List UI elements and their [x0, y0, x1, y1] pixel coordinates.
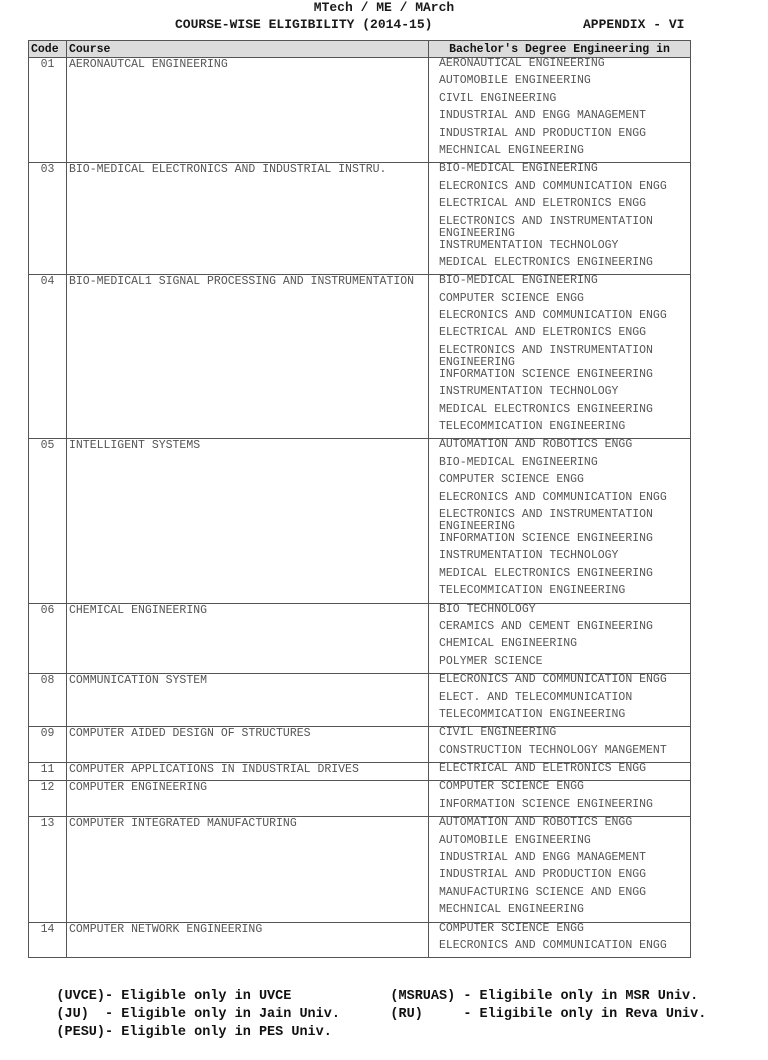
eligible-degree: INSTRUMENTATION TECHNOLOGY	[439, 385, 619, 399]
course-name-cell	[67, 439, 429, 603]
eligible-degree: BIO TECHNOLOGY	[439, 602, 536, 616]
course-code-cell	[29, 58, 67, 163]
course-name: COMMUNICATION SYSTEM	[69, 674, 208, 688]
eligibility-table	[28, 40, 691, 958]
course-name: CHEMICAL ENGINEERING	[69, 603, 208, 617]
course-code: 08	[40, 674, 55, 688]
eligible-degrees-cell	[429, 603, 691, 674]
eligible-degree: ELECTRONICS AND INSTRUMENTATION ENGINEERING	[439, 214, 653, 240]
eligible-degree: CIVIL ENGINEERING	[439, 726, 557, 740]
eligible-degree: ELECTRONICS AND INSTRUMENTATION ENGINEERING	[439, 507, 653, 533]
eligible-degree: ELECRONICS AND COMMUNICATION ENGG	[439, 490, 667, 504]
course-code-cell	[29, 763, 67, 781]
course-code: 11	[40, 763, 55, 777]
course-code-cell	[29, 603, 67, 674]
eligible-degree: CONSTRUCTION TECHNOLOGY MANGEMENT	[439, 743, 667, 757]
course-code: 14	[40, 922, 55, 936]
course-name-cell	[67, 817, 429, 922]
course-name: AERONAUTCAL ENGINEERING	[69, 58, 228, 71]
table-row	[29, 603, 691, 674]
eligible-degree: MANUFACTURING SCIENCE AND ENGG	[439, 885, 647, 899]
eligible-degree: INDUSTRIAL AND PRODUCTION ENGG	[439, 126, 647, 140]
course-code: 01	[40, 58, 55, 71]
eligible-degree: BIO-MEDICAL ENGINEERING	[439, 455, 598, 469]
eligible-degree: COMPUTER SCIENCE ENGG	[439, 291, 584, 305]
course-code: 12	[40, 781, 55, 795]
eligible-degree: INFORMATION SCIENCE ENGINEERING	[439, 531, 653, 545]
course-name: INTELLIGENT SYSTEMS	[69, 439, 201, 453]
eligible-degrees-cell	[429, 58, 691, 163]
table-row	[29, 727, 691, 763]
eligible-degree: COMPUTER SCIENCE ENGG	[439, 780, 584, 794]
eligible-degree: AUTOMOBILE ENGINEERING	[439, 74, 591, 88]
footnote-msruas: (MSRUAS) - Eligibile only in MSR Univ.	[390, 989, 699, 1004]
document-subtitle: COURSE-WISE ELIGIBILITY (2014-15)	[175, 17, 433, 32]
eligible-degree: POLYMER SCIENCE	[439, 654, 543, 668]
course-code: 13	[40, 817, 55, 831]
eligible-degree: TELECOMMICATION ENGINEERING	[439, 420, 626, 434]
eligible-degree: INDUSTRIAL AND PRODUCTION ENGG	[439, 868, 647, 882]
eligible-degrees-cell	[429, 817, 691, 922]
eligible-degree: ELECTRICAL AND ELETRONICS ENGG	[439, 326, 647, 340]
eligible-degrees-cell	[429, 922, 691, 958]
table-row	[29, 922, 691, 958]
eligible-degree: INFORMATION SCIENCE ENGINEERING	[439, 797, 653, 811]
footnote-ru: (RU) - Eligibile only in Reva Univ.	[390, 1007, 707, 1022]
footnote-legend	[24, 970, 707, 1040]
table-row	[29, 781, 691, 817]
table-row	[29, 439, 691, 603]
course-name-cell	[67, 674, 429, 727]
course-code-cell	[29, 781, 67, 817]
course-name-cell	[67, 603, 429, 674]
eligible-degree: ELECTRONICS AND INSTRUMENTATION ENGINEERING	[439, 343, 653, 369]
eligible-degree: ELECRONICS AND COMMUNICATION ENGG	[439, 938, 667, 952]
eligible-degree: MEDICAL ELECTRONICS ENGINEERING	[439, 402, 653, 416]
eligible-degree: ELECTRICAL AND ELETRONICS ENGG	[439, 197, 647, 211]
course-code: 09	[40, 727, 55, 741]
table-row	[29, 275, 691, 439]
column-header-code: Code	[29, 41, 67, 58]
course-name-cell	[67, 163, 429, 275]
eligible-degree: INFORMATION SCIENCE ENGINEERING	[439, 367, 653, 381]
course-name-cell	[67, 275, 429, 439]
course-code: 05	[40, 439, 55, 453]
course-name: COMPUTER ENGINEERING	[69, 781, 208, 795]
eligible-degree: TELECOMMICATION ENGINEERING	[439, 584, 626, 598]
eligible-degrees-cell	[429, 763, 691, 781]
course-name: COMPUTER NETWORK ENGINEERING	[69, 922, 263, 936]
course-name: COMPUTER AIDED DESIGN OF STRUCTURES	[69, 727, 311, 741]
eligible-degree: COMPUTER SCIENCE ENGG	[439, 921, 584, 935]
eligible-degree: INDUSTRIAL AND ENGG MANAGEMENT	[439, 851, 647, 865]
eligible-degrees-cell	[429, 163, 691, 275]
course-name-cell	[67, 727, 429, 763]
course-name: BIO-MEDICAL1 SIGNAL PROCESSING AND INSTRUMENTATION	[69, 275, 415, 289]
eligible-degree: ELECRONICS AND COMMUNICATION ENGG	[439, 673, 667, 687]
course-code-cell	[29, 275, 67, 439]
document-title: MTech / ME / MArch	[313, 0, 455, 15]
eligible-degree: BIO-MEDICAL ENGINEERING	[439, 274, 598, 288]
eligible-degree: ELECRONICS AND COMMUNICATION ENGG	[439, 309, 667, 323]
eligible-degree: ELECT. AND TELECOMMUNICATION	[439, 690, 633, 704]
eligible-degree: TELECOMMICATION ENGINEERING	[439, 707, 626, 721]
table-row	[29, 674, 691, 727]
column-header-degree: Bachelor's Degree Engineering in	[429, 41, 691, 58]
course-code-cell	[29, 674, 67, 727]
eligible-degree: AUTOMOBILE ENGINEERING	[439, 833, 591, 847]
footnote-row	[24, 970, 706, 1004]
eligible-degrees-cell	[429, 674, 691, 727]
course-name-cell	[67, 922, 429, 958]
footnote-ju: (JU) - Eligible only in Jain Univ.	[56, 1007, 340, 1022]
eligible-degree: CERAMICS AND CEMENT ENGINEERING	[439, 619, 653, 633]
course-code-cell	[29, 922, 67, 958]
eligible-degree: MECHNICAL ENGINEERING	[439, 143, 584, 157]
eligible-degree: MEDICAL ELECTRONICS ENGINEERING	[439, 255, 653, 269]
course-code-cell	[29, 817, 67, 922]
eligible-degree: MECHNICAL ENGINEERING	[439, 903, 584, 917]
column-header-course: Course	[67, 41, 429, 58]
eligible-degree: COMPUTER SCIENCE ENGG	[439, 473, 584, 487]
course-code-cell	[29, 163, 67, 275]
footnote-pesu: (PESU)- Eligible only in PES Univ.	[56, 1025, 332, 1040]
table-body	[29, 58, 691, 958]
eligible-degree: MEDICAL ELECTRONICS ENGINEERING	[439, 566, 653, 580]
eligible-degree: INSTRUMENTATION TECHNOLOGY	[439, 238, 619, 252]
table-row	[29, 163, 691, 275]
eligible-degrees-cell	[429, 781, 691, 817]
table-row	[29, 58, 691, 163]
eligible-degree: BIO-MEDICAL ENGINEERING	[439, 162, 598, 176]
course-name: COMPUTER APPLICATIONS IN INDUSTRIAL DRIVES	[69, 763, 359, 777]
eligible-degrees-cell	[429, 727, 691, 763]
eligible-degree: AUTOMATION AND ROBOTICS ENGG	[439, 438, 633, 452]
eligible-degree: AERONAUTICAL ENGINEERING	[439, 57, 605, 70]
course-code-cell	[29, 439, 67, 603]
eligible-degree: CIVIL ENGINEERING	[439, 91, 557, 105]
course-code: 04	[40, 275, 55, 289]
table-row	[29, 817, 691, 922]
eligible-degree: ELECRONICS AND COMMUNICATION ENGG	[439, 179, 667, 193]
eligible-degree: AUTOMATION AND ROBOTICS ENGG	[439, 816, 633, 830]
course-name: COMPUTER INTEGRATED MANUFACTURING	[69, 817, 297, 831]
table-row	[29, 763, 691, 781]
course-code: 06	[40, 603, 55, 617]
eligible-degree: CHEMICAL ENGINEERING	[439, 637, 578, 651]
course-code-cell	[29, 727, 67, 763]
course-name-cell	[67, 781, 429, 817]
footnote-uvce: (UVCE)- Eligible only in UVCE	[56, 989, 292, 1004]
course-name: BIO-MEDICAL ELECTRONICS AND INDUSTRIAL INSTRU.	[69, 163, 387, 177]
eligible-degree: ELECTRICAL AND ELETRONICS ENGG	[439, 762, 647, 776]
course-code: 03	[40, 163, 55, 177]
eligible-degree: INSTRUMENTATION TECHNOLOGY	[439, 549, 619, 563]
eligible-degrees-cell	[429, 275, 691, 439]
appendix-label: APPENDIX - VI	[583, 17, 685, 32]
course-name-cell	[67, 58, 429, 163]
eligible-degree: INDUSTRIAL AND ENGG MANAGEMENT	[439, 109, 647, 123]
eligible-degrees-cell	[429, 439, 691, 603]
table-header-row	[29, 41, 691, 58]
course-name-cell	[67, 763, 429, 781]
